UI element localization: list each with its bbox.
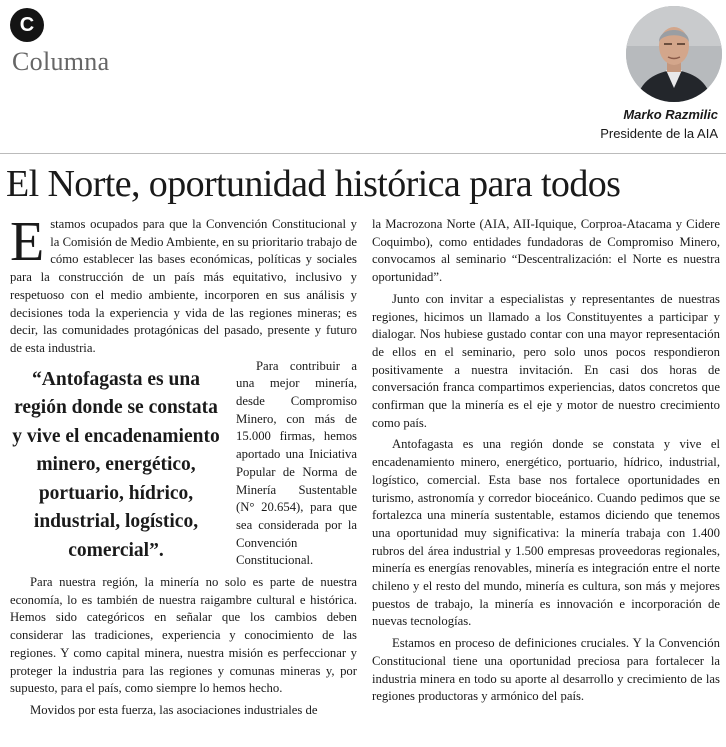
article-column-left <box>10 216 357 742</box>
author-photo <box>626 6 722 102</box>
paragraph: stamos ocupados para que la Convención Constitucional y la Comisión de Medio Ambiente, en su prioritario trabajo de cómo establecer las bases económicas, políticas y sociales para la construcción de un país más equitativo, inclusivo y respetuoso con el medio ambiente, incorporen en sus análisis y decisiones toda la experiencia y vida de las regiones mineras; es decir, las comunidades protagónicas del pasado, presente y futuro de esta industria. <box>10 217 357 355</box>
column-badge: C <box>10 8 44 42</box>
paragraph: Para contribuir a una mejor minería, desde Compromiso Minero, con más de 15.000 firmas, hemos aportado una Iniciativa Popular de Norma de Minería Sustentable (N° 20.654), para que sea considerada por la Convención Constitucional. <box>236 358 357 568</box>
paragraph: Antofagasta es una región donde se constata y vive el encadenamiento minero, energético, portuario, hídrico, industrial, logístico, comercial. Esta base nos fortalece oportunidades en turismo, astronomía y corredor bioceánico. Cuando pedimos que se fortalezca una minería sustentable, estamos diciendo que tenemos una oportunidad muy significativa: la minería trabaja con 1.400 rubros del área industrial y 1.500 empresas proveedoras regionales, minería es energías renovables, minería es integración entre el norte chileno y el resto del mundo, minería es cultura, son más y mejores puestos de trabajo, la minería es innovación e incorporación de nuevas tecnologías. <box>372 437 720 629</box>
drop-cap: E <box>10 216 45 273</box>
author-portrait-icon <box>626 6 722 102</box>
paragraph: Movidos por esta fuerza, las asociaciones industriales de <box>30 702 318 717</box>
paragraph: Estamos en proceso de definiciones cruciales. Y la Convención Constitucional tiene una oportunidad preciosa para fortalecer la industria minera en todo su aporte al desarrollo y crecimiento de las regiones productoras y armónico del país. <box>372 636 720 704</box>
paragraph: la Macrozona Norte (AIA, AII-Iquique, Corproa-Atacama y Cidere Coquimbo), como entidades fundadoras de Compromiso Minero, convocamos al seminario “Descentralización: el Norte es nuestra oportunidad”. <box>372 217 720 285</box>
author-name: Marko Razmilic <box>623 107 718 122</box>
section-label: Columna <box>12 47 110 76</box>
author-role: Presidente de la AIA <box>600 126 718 141</box>
article-column-right <box>372 216 720 742</box>
pull-quote: “Antofagasta es una región donde se constata y vive el encadenamiento minero, energético, portuario, hídrico, industrial, logístico, comercial”. <box>12 368 220 561</box>
paragraph: Para nuestra región, la minería no solo es parte de nuestra economía, lo es también de nuestra raigambre cultural e histórica. Hemos sido categóricos en señalar que los cambios deben considerar las tradiciones, experiencia y conocimiento de las regiones. Y como capital minera, nuestra misión es perfeccionar y proteger la industria para las regiones y comunas mineras y, por supuesto, para el país, como siempre lo hemos hecho. <box>10 575 357 696</box>
header-divider <box>0 153 726 154</box>
headline: El Norte, oportunidad histórica para todos <box>6 163 621 205</box>
paragraph: Junto con invitar a especialistas y representantes de nuestras regiones, hicimos un llamado a los Constituyentes a participar y dialogar. Nos hubiese gustado contar con una mayor representación de ellos en el seminario, pero solo unos pocos respondieron positivamente a nuestra invitación. En casi dos horas de conversación franca compartimos experiencias, datos concretos que confirman que la minería es el eje y motor de nuestro crecimiento como país. <box>372 291 720 430</box>
